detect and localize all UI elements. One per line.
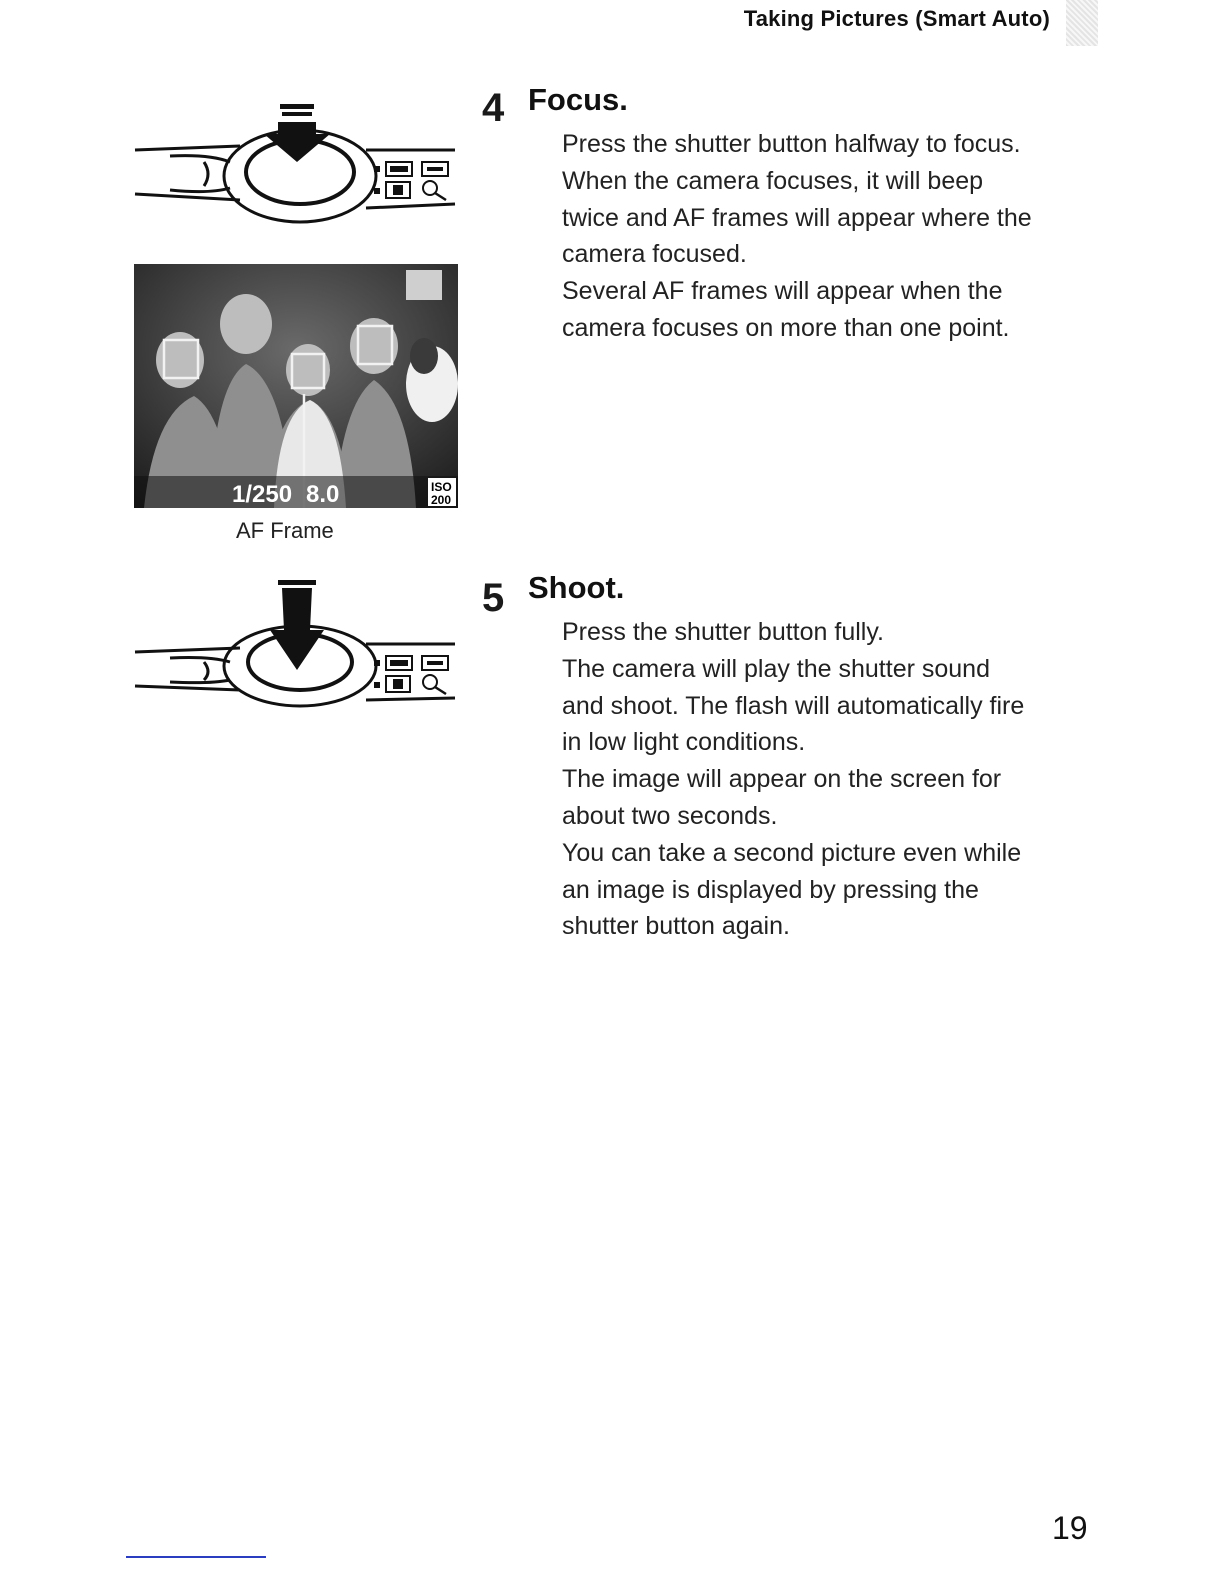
footer-rule — [126, 1556, 266, 1558]
step-title-focus: Focus. — [528, 82, 628, 117]
step-title-shoot: Shoot. — [528, 570, 625, 605]
step-5-line: You can take a second picture even while — [562, 838, 1022, 867]
step-4-body — [562, 126, 1102, 347]
step-4-line: When the camera focuses, it will beep — [562, 166, 984, 195]
step-4-line: camera focused. — [562, 240, 747, 269]
shutter-full-press-illustration — [130, 578, 460, 708]
iso-label: ISO — [431, 480, 452, 494]
step-4-line: Several AF frames will appear when the — [562, 277, 1003, 306]
step-number-4: 4 — [482, 86, 505, 130]
step-4-line: twice and AF frames will appear where the — [562, 203, 1032, 232]
photo-caption: AF Frame — [236, 518, 334, 543]
step-5-line: Press the shutter button fully. — [562, 618, 884, 646]
step-number-5: 5 — [482, 576, 505, 620]
step-5-line: an image is displayed by pressing the — [562, 875, 979, 904]
step-5-line: shutter button again. — [562, 912, 790, 941]
step-5-body — [562, 614, 1102, 945]
aperture-readout: 8.0 — [306, 481, 340, 508]
step-5-line: about two seconds. — [562, 801, 778, 830]
iso-value: 200 — [431, 493, 452, 507]
step-4-line: Press the shutter button halfway to focus. — [562, 130, 1021, 158]
page-header-title: Taking Pictures (Smart Auto) — [743, 6, 1050, 31]
step-5-line: and shoot. The flash will automatically fire — [562, 691, 1025, 720]
page-number: 19 — [1052, 1510, 1088, 1546]
step-4-line: camera focuses on more than one point. — [562, 313, 1010, 342]
step-5-line: The camera will play the shutter sound — [562, 654, 990, 683]
step-5-line: in low light conditions. — [562, 728, 806, 757]
shutter-half-press-illustration — [130, 96, 460, 226]
af-frame-sample-photo — [134, 264, 458, 508]
step-5-line: The image will appear on the screen for — [562, 765, 1002, 794]
chapter-tab-marker — [1066, 0, 1098, 46]
shutter-speed-readout: 1/250 — [232, 481, 293, 508]
